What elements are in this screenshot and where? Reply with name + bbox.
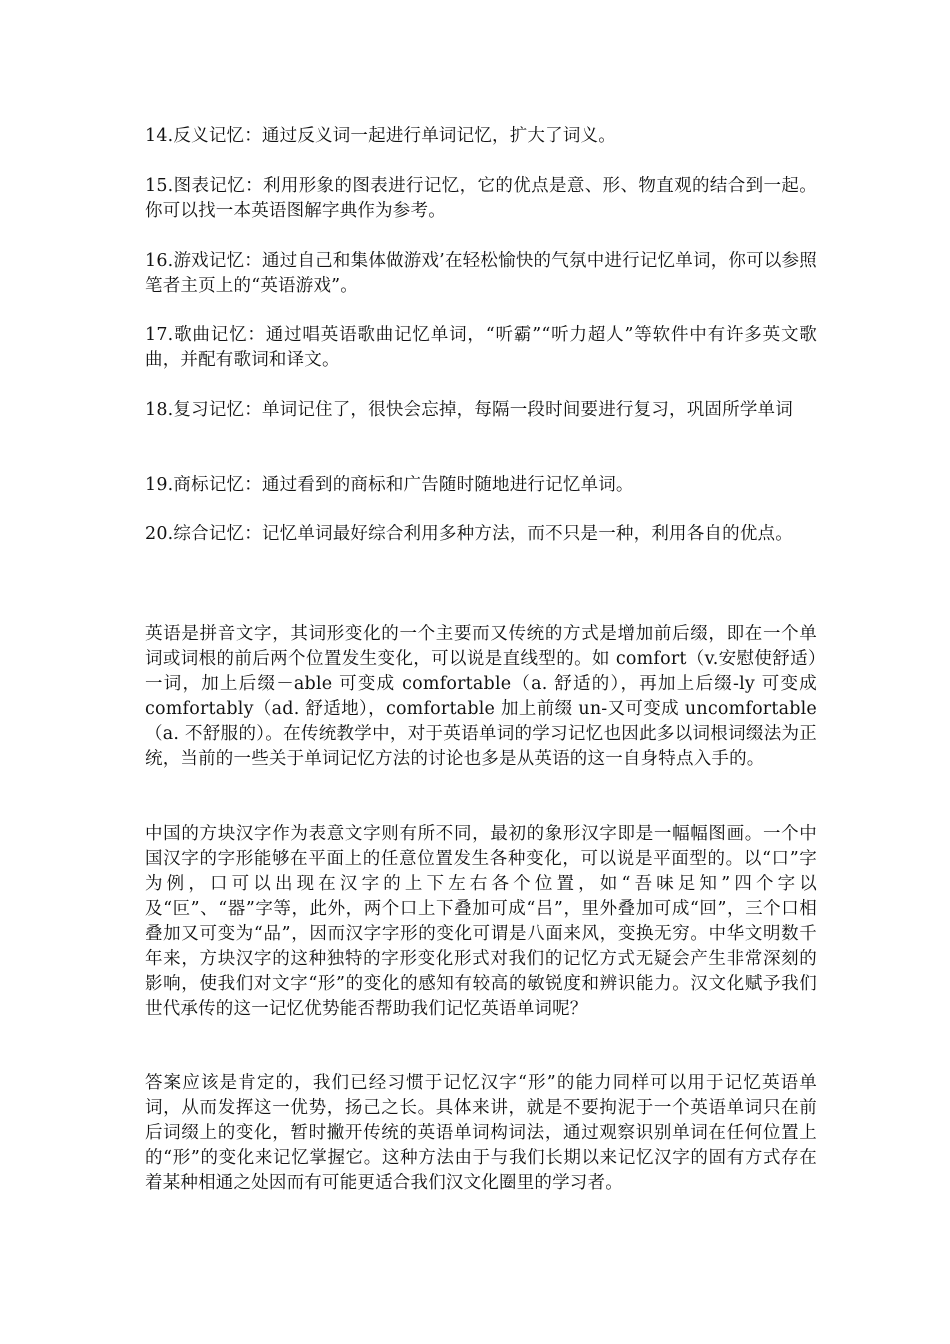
list-item-song-memory: 17.歌曲记忆：通过唱英语歌曲记忆单词，“听霸”“听力超人”等软件中有许多英文歌曲，并配有歌词和译文。 [145,325,817,370]
list-item-comprehensive-memory: 20.综合记忆：记忆单词最好综合利用多种方法，而不只是一种，利用各自的优点。 [145,524,793,544]
paragraph-answer: 答案应该是肯定的，我们已经习惯于记忆汉字“形”的能力同样可以用于记忆英语单词，从而发挥这一优势，扬己之长。具体来讲，就是不要拘泥于一个英语单词只在前后词缀上的变化，暂时撇开传统的英语单词构词法，通过观察识别单词在任何位置上的“形”的变化来记忆掌握它。这种方法由于与我们长期以来记忆汉字的固有方式存在着某种相通之处因而有可能更适合我们汉文化圈里的学习者。 [145,1073,817,1193]
paragraph-english-affixes: 英语是拼音文字，其词形变化的一个主要而又传统的方式是增加前后缀，即在一个单词或词根的前后两个位置发生变化，可以说是直线型的。如 comfort（v.安慰使舒适）一词，加上后缀－able 可变成 comfortable（a. 舒适的），再加上后缀-ly 可变成 comfortably（ad. 舒适地），comfortable 加上前缀 un-又可变成 uncomfortable（a. 不舒服的）。在传统教学中，对于英语单词的学习记忆也因此多以词根词缀法为正统，当前的一些关于单词记忆方法的讨论也多是从英语的这一自身特点入手的。 [145,624,817,769]
list-item-review-memory: 18.复习记忆：单词记住了，很快会忘掉，每隔一段时间要进行复习，巩固所学单词 [145,400,793,420]
list-item-chart-memory: 15.图表记忆：利用形象的图表进行记忆，它的优点是意、形、物直观的结合到一起。你可以找一本英语图解字典作为参考。 [145,176,817,221]
list-item-antonym-memory: 14.反义记忆：通过反义词一起进行单词记忆，扩大了词义。 [145,126,616,146]
list-item-game-memory: 16.游戏记忆：通过自己和集体做游戏’在轻松愉快的气氛中进行记忆单词，你可以参照笔者主页上的“英语游戏”。 [145,251,817,296]
paragraph-chinese-characters: 中国的方块汉字作为表意文字则有所不同，最初的象形汉字即是一幅幅图画。一个中国汉字的字形能够在平面上的任意位置发生各种变化，可以说是平面型的。以“口”字为例，口可以出现在汉字的上下左右各个位置，如“吾味足知”四个字以及“叵”、“器”字等，此外，两个口上下叠加可成“吕”，里外叠加可成“回”，三个口相叠加又可变为“品”，因而汉字字形的变化可谓是八面来风，变换无穷。中华文明数千年来，方块汉字的这种独特的字形变化形式对我们的记忆方式无疑会产生非常深刻的影响，使我们对文字“形”的变化的感知有较高的敏锐度和辨识能力。汉文化赋予我们世代承传的这一记忆优势能否帮助我们记忆英语单词呢？ [145,824,817,1019]
list-item-trademark-memory: 19.商标记忆：通过看到的商标和广告随时随地进行记忆单词。 [145,475,634,495]
